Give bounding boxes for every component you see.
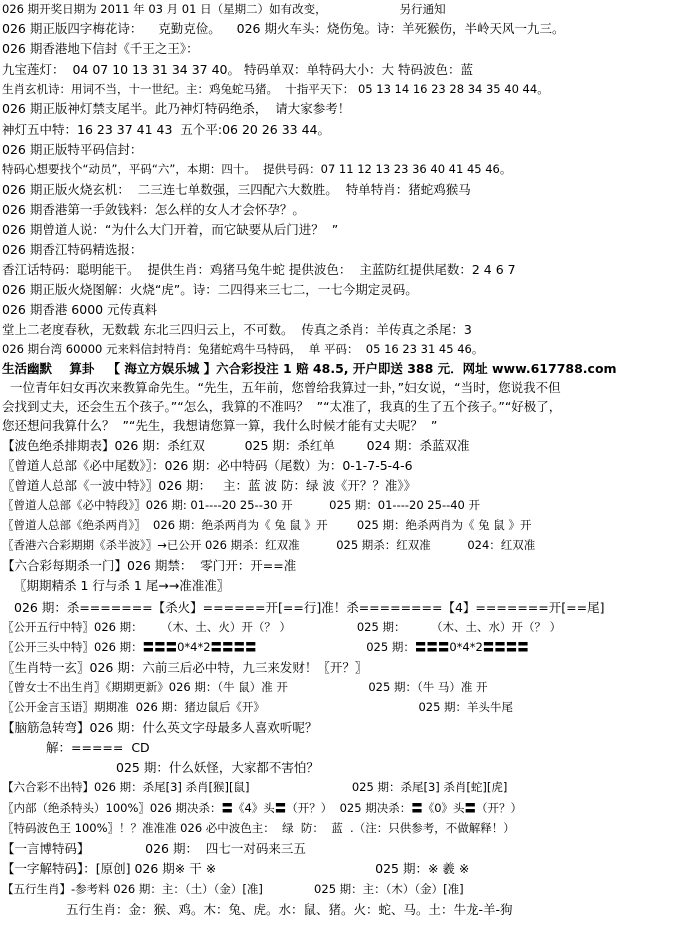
text-line: 025 期：什么妖怪，大家都不害怕？ bbox=[116, 760, 319, 775]
ad-line: 生活幽默 算卦 【 海立方娱乐城 】六合彩投注 1 赔 48.5, 开户即送 388 元．网址 www.617788.com bbox=[2, 361, 617, 376]
text-line: 026 期香港地下信封《千王之王》： bbox=[2, 41, 199, 56]
text-line: 九宝莲灯： 04 07 10 13 31 34 37 40。 特码单双：单特码大小：大 特码波色：蓝 bbox=[2, 62, 473, 77]
text-line: 〖香港六合彩期期《杀半波》〗→已公开 026 期杀：红双准 025 期杀：红双准 024：红双准 bbox=[2, 538, 536, 552]
text-line: 〖特码波色王 100%〗！？准准准 026 必中波色主： 绿 防： 蓝 .（注：只供参考，不做解释！） bbox=[2, 821, 515, 835]
text-line: 会找到丈夫，还会生五个孩子。”“怎么，我算的不准吗？ ”“太准了，我真的生了五个孩子。”“好极了， bbox=[2, 399, 562, 414]
text-line: 〖曾道人总部《必中特段》〗026 期: 01----20 25--30 开 025 期：01----20 25--40 开 bbox=[2, 498, 481, 512]
text-line: 〖公开金言玉语〗期期准 026 期：猪边鼠后《开》 025 期：羊头牛尾 bbox=[2, 700, 514, 714]
text-line: 特码心想要找个“动员”，平码“六”，本期：四十。 提供号码：07 11 12 13 23 36 40 41 45 46。 bbox=[2, 162, 512, 176]
text-line: 〖公开五行中特〗026 期： （木、土、火）开（？ ） 025 期： （木、土、水）开（？ ） bbox=[2, 620, 562, 634]
text-line: 〖内部（绝杀特头）100%〗026 期决杀：〓《4》头〓（开？） 025 期决杀：〓《0》头〓（开？） bbox=[2, 801, 523, 815]
text-line: 堂上二老度春秋，无数载 东北三四归云上，不可数。 传真之杀肖：羊传真之杀尾：3 bbox=[2, 322, 472, 337]
text-line: 026 期正版四字梅花诗： 克勤克俭。 026 期火车头：烧伤兔。诗：羊死猴伤，半岭天风一九三。 bbox=[2, 21, 565, 36]
text-line: 〖生肖特一玄〗026 期：六前三后必中特，九三来发财！〖开？〗 bbox=[2, 660, 368, 675]
text-line: 026 期台湾 60000 元来料信封特肖：兔猪蛇鸡牛马特码， 单 平码： 05 16 23 31 45 46。 bbox=[2, 342, 484, 356]
text-line: 026 期开奖日期为 2011 年 03 月 01 日（星期二）如有改变， 另行通知 bbox=[2, 2, 446, 16]
text-line: 026 期香港第一手敛钱料：怎么样的女人才会怀孕？。 bbox=[2, 202, 305, 217]
text-line: 〖曾道人总部《必中尾数》〗：026 期：必中特码（尾数）为：0-1-7-5-4-6 bbox=[2, 458, 413, 473]
text-line: 【一言博特码】 026 期： 四七一对码来三五 bbox=[2, 841, 306, 856]
text-line: 〖曾道人总部《绝杀两肖》〗 026 期：绝杀两肖为《 兔 鼠 》开 025 期：绝杀两肖为《 兔 鼠 》开 bbox=[2, 518, 532, 532]
text-line: 【六合彩不出特】026 期：杀尾[3] 杀肖[猴][鼠] 025 期：杀尾[3] 杀肖[蛇][虎] bbox=[2, 780, 508, 794]
text-line: 026 期正版火烧玄机： 二三连七单数强，三四配六大数胜。 特单特肖：猪蛇鸡猴马 bbox=[2, 182, 471, 197]
text-line: 一位青年妇女再次来教算命先生。“先生，五年前，您曾给我算过一卦，”妇女说，“当时，您说我不但 bbox=[2, 380, 561, 395]
text-line: 026 期：杀=======【杀火】======开[==行]准！杀========【4】=======开[==尾] bbox=[14, 600, 605, 615]
text-line: 您还想问我算什么？ ”“先生，我想请您算一算，我什么时候才能有丈夫呢？ ” bbox=[2, 418, 438, 433]
text-line: 026 期曾道人说：“为什么大门开着，而它缺要从后门进？ ” bbox=[2, 222, 339, 237]
text-line: 【一字解特码】：[原创] 026 期※ 干 ※ 025 期：※ 羲 ※ bbox=[2, 861, 470, 876]
text-line: 026 期正版火烧图解：火烧“虎”。诗：二四得来三七二，一七今期定灵码。 bbox=[2, 282, 418, 297]
text-line: 026 期正版特平码信封： bbox=[2, 142, 143, 157]
text-line: 〖期期精杀 1 行与杀 1 尾→→准准准〗 bbox=[14, 578, 230, 593]
text-line: 026 期香江特码精选报： bbox=[2, 242, 143, 257]
text-line: 解：===== CD bbox=[46, 740, 150, 755]
text-line: 〖公开三头中特〗026 期：〓〓〓0*4*2〓〓〓〓 025 期：〓〓〓0*4*2〓〓〓〓 bbox=[2, 640, 529, 654]
text-line: 026 期正版神灯禁支尾半。此乃神灯特码绝杀， 请大家参考！ bbox=[2, 101, 351, 116]
text-line: 【脑筋急转弯】026 期：什么英文字母最多人喜欢听呢？ bbox=[2, 720, 318, 735]
text-line: 五行生肖：金：猴、鸡。木：兔、虎。水：鼠、猪。火：蛇、马。土：牛龙-羊-狗 bbox=[66, 902, 513, 917]
text-line: 〖曾女士不出生肖〗《期期更新》026 期：（牛 鼠）准 开 025 期：（牛 马）准 开 bbox=[2, 680, 488, 694]
text-line: 生肖玄机诗：用词不当，十一世纪。主：鸡兔蛇马猪。 十指平天下： 05 13 14 16 23 28 34 35 40 44。 bbox=[2, 82, 549, 96]
text-line: 香江话特码：聪明能干。 提供生肖：鸡猪马兔牛蛇 提供波色： 主蓝防红提供尾数：2 4 6 7 bbox=[2, 262, 516, 277]
text-line: 【波色绝杀排期表】026 期：杀红双 025 期：杀红单 024 期：杀蓝双准 bbox=[2, 438, 470, 453]
text-line: 026 期香港 6000 元传真料 bbox=[2, 302, 158, 317]
text-line: 【六合彩每期杀一门】026 期禁： 零门开：开==准 bbox=[2, 558, 297, 573]
text-line: 【五行生肖】-参考料 026 期：主：（土）（金）[准] 025 期：主：（木）（金）[准] bbox=[2, 882, 464, 896]
text-line: 〖曾道人总部《一波中特》〗026 期： 主：蓝 波 防：绿 波《开？？准》》 bbox=[2, 478, 417, 493]
text-line: 神灯五中特：16 23 37 41 43 五个平:06 20 26 33 44。 bbox=[2, 122, 331, 137]
